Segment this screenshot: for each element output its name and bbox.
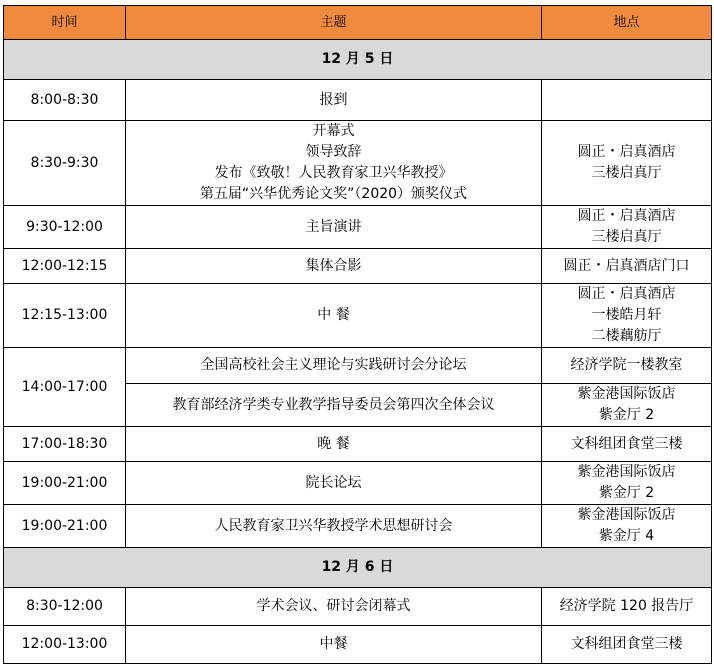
text-line: 三楼启真厅 [591, 165, 662, 181]
day-label: 12 月 6 日 [4, 548, 712, 588]
table-row [4, 80, 712, 121]
time-cell: 8:30-9:30 [4, 121, 126, 206]
topic-cell [126, 284, 542, 348]
header-topic: 主题 [126, 6, 542, 40]
text-line: 报到 [319, 91, 348, 108]
venue-cell [542, 588, 712, 626]
text-line: 三楼启真厅 [591, 229, 662, 245]
topic-cell [126, 121, 542, 206]
text-line: 经济学院 120 报告厅 [559, 598, 694, 614]
text-line: 文科组团食堂三楼 [570, 435, 683, 452]
text-line: 中餐 [319, 636, 348, 652]
table-row [4, 505, 712, 548]
time-cell: 14:00-17:00 [4, 348, 126, 427]
text-line: 领导致辞 [305, 144, 362, 160]
text-line: 人民教育家卫兴华教授学术思想研讨会 [214, 517, 453, 534]
text-line: 集体合影 [305, 257, 362, 274]
text-line: 紫金厅 2 [598, 407, 655, 423]
venue-cell [542, 462, 712, 505]
venue-cell [542, 284, 712, 348]
venue-cell [542, 427, 712, 462]
text-line: 经济学院一楼教室 [570, 357, 683, 373]
header-row [4, 6, 712, 40]
time-cell: 9:30-12:00 [4, 206, 126, 249]
topic-cell [126, 588, 542, 626]
table-row [4, 427, 712, 462]
table-row [4, 462, 712, 505]
venue-cell [542, 206, 712, 249]
text-line: 主旨演讲 [305, 218, 362, 235]
table-row [4, 206, 712, 249]
text-line: 院长论坛 [305, 474, 362, 491]
schedule-body [4, 40, 712, 664]
text-line: 第五届“兴华优秀论文奖”（2020）颁奖仪式 [199, 186, 468, 202]
table-row [4, 249, 712, 284]
venue-cell [542, 121, 712, 206]
topic-cell [126, 348, 542, 384]
text-line: 圆正・启真酒店门口 [563, 257, 690, 274]
header-venue: 地点 [542, 6, 712, 40]
text-line: 二楼藕舫厅 [591, 328, 662, 344]
topic-cell [126, 384, 542, 427]
day-header-row [4, 40, 712, 80]
header-time: 时间 [4, 6, 126, 40]
time-cell: 8:00-8:30 [4, 80, 126, 121]
time-cell: 12:00-13:00 [4, 626, 126, 664]
text-line: 圆正・启真酒店 [577, 286, 676, 302]
topic-cell [126, 505, 542, 548]
time-cell: 8:30-12:00 [4, 588, 126, 626]
topic-cell [126, 626, 542, 664]
time-cell: 19:00-21:00 [4, 505, 126, 548]
venue-cell [542, 348, 712, 384]
venue-cell [542, 384, 712, 427]
text-line: 紫金厅 2 [598, 485, 655, 501]
text-line: 中 餐 [317, 307, 350, 323]
time-cell: 12:00-12:15 [4, 249, 126, 284]
text-line: 圆正・启真酒店 [577, 208, 676, 224]
topic-cell [126, 249, 542, 284]
time-cell: 12:15-13:00 [4, 284, 126, 348]
table-row [4, 588, 712, 626]
text-line: 紫金港国际饭店 [577, 464, 676, 480]
topic-cell [126, 206, 542, 249]
text-line: 开幕式 [312, 123, 355, 139]
table-row [4, 626, 712, 664]
venue-cell [542, 626, 712, 664]
time-cell: 19:00-21:00 [4, 462, 126, 505]
text-line: 全国高校社会主义理论与实践研讨会分论坛 [200, 357, 467, 373]
venue-cell [542, 80, 712, 121]
schedule-table [3, 5, 712, 664]
topic-cell [126, 80, 542, 121]
time-cell: 17:00-18:30 [4, 427, 126, 462]
text-line: 紫金港国际饭店 [577, 507, 676, 523]
text-line: 学术会议、研讨会闭幕式 [256, 598, 411, 614]
table-row [4, 284, 712, 348]
venue-cell [542, 505, 712, 548]
topic-cell [126, 462, 542, 505]
topic-cell [126, 427, 542, 462]
text-line: 紫金厅 4 [598, 528, 655, 544]
day-label: 12 月 5 日 [4, 40, 712, 80]
table-row [4, 121, 712, 206]
text-line: 紫金港国际饭店 [577, 386, 676, 402]
venue-cell [542, 249, 712, 284]
text-line: 文科组团食堂三楼 [570, 636, 683, 652]
text-line: 晚 餐 [317, 435, 350, 452]
text-line: 教育部经济学类专业教学指导委员会第四次全体会议 [172, 396, 495, 413]
text-line: 一楼皓月轩 [591, 307, 662, 323]
table-row [4, 348, 712, 384]
text-line: 圆正・启真酒店 [577, 144, 676, 160]
day-header-row [4, 548, 712, 588]
text-line: 发布《致敬！人民教育家卫兴华教授》 [214, 165, 453, 181]
